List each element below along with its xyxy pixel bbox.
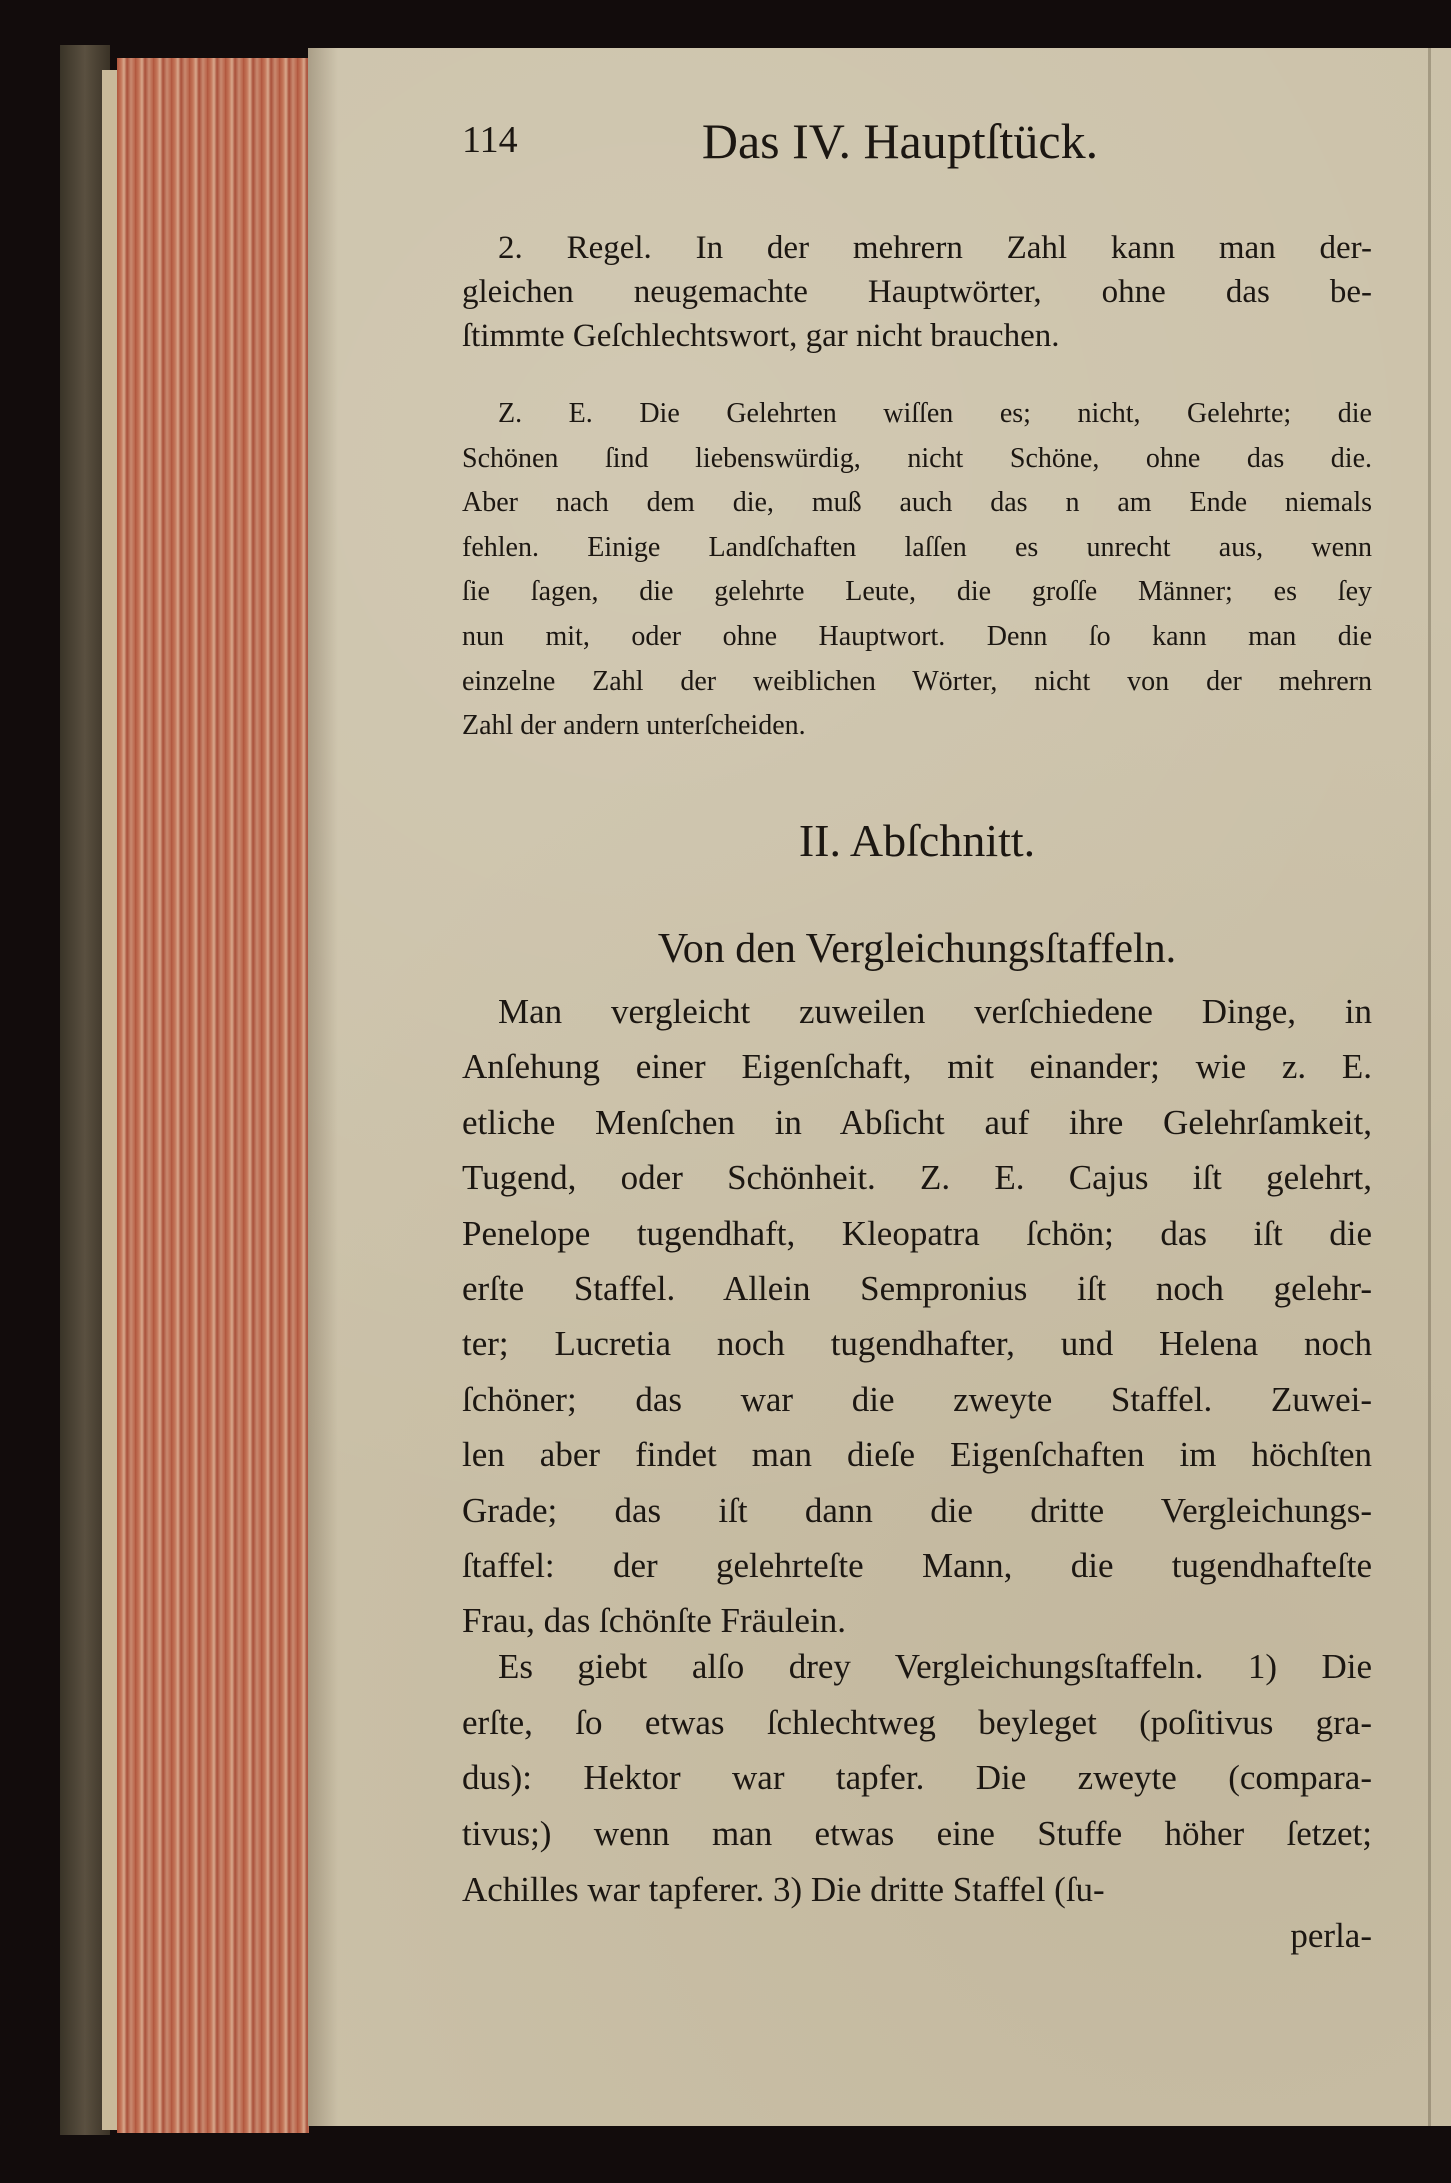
text-line: Aber nach dem die, muß auch das n am Ende niemals: [462, 487, 1372, 519]
text-line: Frau, das ſchönſte Fräulein.: [462, 1601, 846, 1641]
text-line: nun mit, oder ohne Hauptwort. Denn ſo kann man die: [462, 621, 1372, 652]
text-line: ter; Lucretia noch tugendhafter, und Helena noch: [462, 1324, 1372, 1364]
text-line: tivus;) wenn man etwas eine Stuffe höher ſetzet;: [462, 1814, 1372, 1854]
text-line: ſchöner; das war die zweyte Staffel. Zuwei-: [462, 1379, 1372, 1419]
text-line: Man vergleicht zuweilen verſchiedene Dinge, in: [498, 992, 1372, 1031]
text-line: fehlen. Einige Landſchaften laſſen es unrecht aus, wenn: [462, 531, 1372, 563]
page-edges: [117, 58, 309, 2133]
section-heading: II. Abſchnitt.: [798, 815, 1036, 866]
text-line: Penelope tugendhaft, Kleopatra ſchön; das iſt die: [462, 1213, 1372, 1253]
text-line: Achilles war tapferer. 3) Die dritte Staffel (ſu-: [462, 1869, 1105, 1909]
text-line: ſtaffel: der gelehrteſte Mann, die tugendhafteſte: [462, 1546, 1372, 1585]
text-line: einzelne Zahl der weiblichen Wörter, nicht von der mehrern: [462, 665, 1372, 697]
text-line: ſie ſagen, die gelehrte Leute, die groſſe Männer; es ſey: [462, 576, 1372, 608]
text-line: len aber findet man dieſe Eigenſchaften im höchſten: [462, 1435, 1372, 1475]
text-line: gleichen neugemachte Hauptwörter, ohne das be-: [462, 274, 1372, 310]
text-line: 2. Regel. In der mehrern Zahl kann man der-: [498, 230, 1372, 266]
text-line: erſte, ſo etwas ſchlechtweg beyleget (poſitivus gra-: [462, 1702, 1372, 1742]
text-line: Anſehung einer Eigenſchaft, mit einander; wie z. E.: [462, 1047, 1372, 1087]
text-line: Zahl der andern unterſcheiden.: [462, 710, 806, 742]
text-line: erſte Staffel. Allein Sempronius iſt noch gelehr-: [462, 1269, 1372, 1308]
text-line: Schönen ſind liebenswürdig, nicht Schöne, ohne das die.: [462, 442, 1372, 474]
text-line: dus): Hektor war tapfer. Die zweyte (compara-: [462, 1758, 1372, 1798]
spine-shadow: [308, 48, 338, 2126]
text-line: Grade; das iſt dann die dritte Vergleichungs-: [462, 1490, 1372, 1530]
section-subheading: Von den Vergleichungsſtaffeln.: [657, 926, 1177, 972]
page-number: 114: [462, 119, 518, 161]
text-line: Z. E. Die Gelehrten wiſſen es; nicht, Gelehrte; die: [498, 398, 1372, 429]
text-line: Es giebt alſo drey Vergleichungsſtaffeln. 1) Die: [498, 1647, 1372, 1686]
running-title: Das IV. Hauptſtück.: [701, 113, 1099, 169]
endpaper-strip: [102, 70, 118, 2130]
text-line: etliche Menſchen in Abſicht auf ihre Gelehrſamkeit,: [462, 1102, 1372, 1142]
page-gutter: [1428, 48, 1431, 2126]
text-line: ſtimmte Geſchlechtswort, gar nicht brauchen.: [462, 318, 1060, 354]
catchword: perla-: [1290, 1916, 1372, 1955]
text-line: Tugend, oder Schönheit. Z. E. Cajus iſt gelehrt,: [462, 1158, 1372, 1198]
